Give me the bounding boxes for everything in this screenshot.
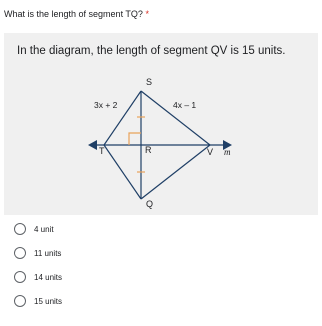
option-14-units[interactable] bbox=[14, 270, 134, 284]
segment-tq bbox=[104, 145, 141, 199]
option-label: 4 unit bbox=[34, 224, 54, 234]
radio-button[interactable] bbox=[14, 271, 26, 283]
option-label: 14 units bbox=[34, 272, 63, 282]
option-label: 11 units bbox=[34, 248, 62, 258]
line-m-left-arrow-icon bbox=[88, 140, 97, 150]
radio-button[interactable] bbox=[14, 223, 26, 235]
right-angle-marker bbox=[129, 133, 141, 145]
radio-button[interactable] bbox=[14, 247, 26, 259]
label-m: m bbox=[224, 147, 231, 157]
required-mark: * bbox=[145, 9, 149, 19]
label-t: T bbox=[99, 146, 105, 156]
option-15-units[interactable] bbox=[14, 294, 134, 308]
label-r: R bbox=[145, 145, 152, 155]
question-text: What is the length of segment TQ? bbox=[4, 9, 143, 19]
option-4-unit[interactable] bbox=[14, 222, 134, 236]
option-11-units[interactable] bbox=[14, 246, 134, 260]
diagram-intro-text: In the diagram, the length of segment QV is 15 units. bbox=[17, 45, 286, 57]
label-s: S bbox=[146, 77, 153, 87]
expr-ts: 3x + 2 bbox=[94, 100, 118, 110]
radio-button[interactable] bbox=[14, 295, 26, 307]
label-q: Q bbox=[146, 199, 154, 209]
label-v: V bbox=[207, 147, 214, 157]
option-label: 15 units bbox=[34, 296, 63, 306]
expr-sv: 4x – 1 bbox=[173, 100, 197, 110]
